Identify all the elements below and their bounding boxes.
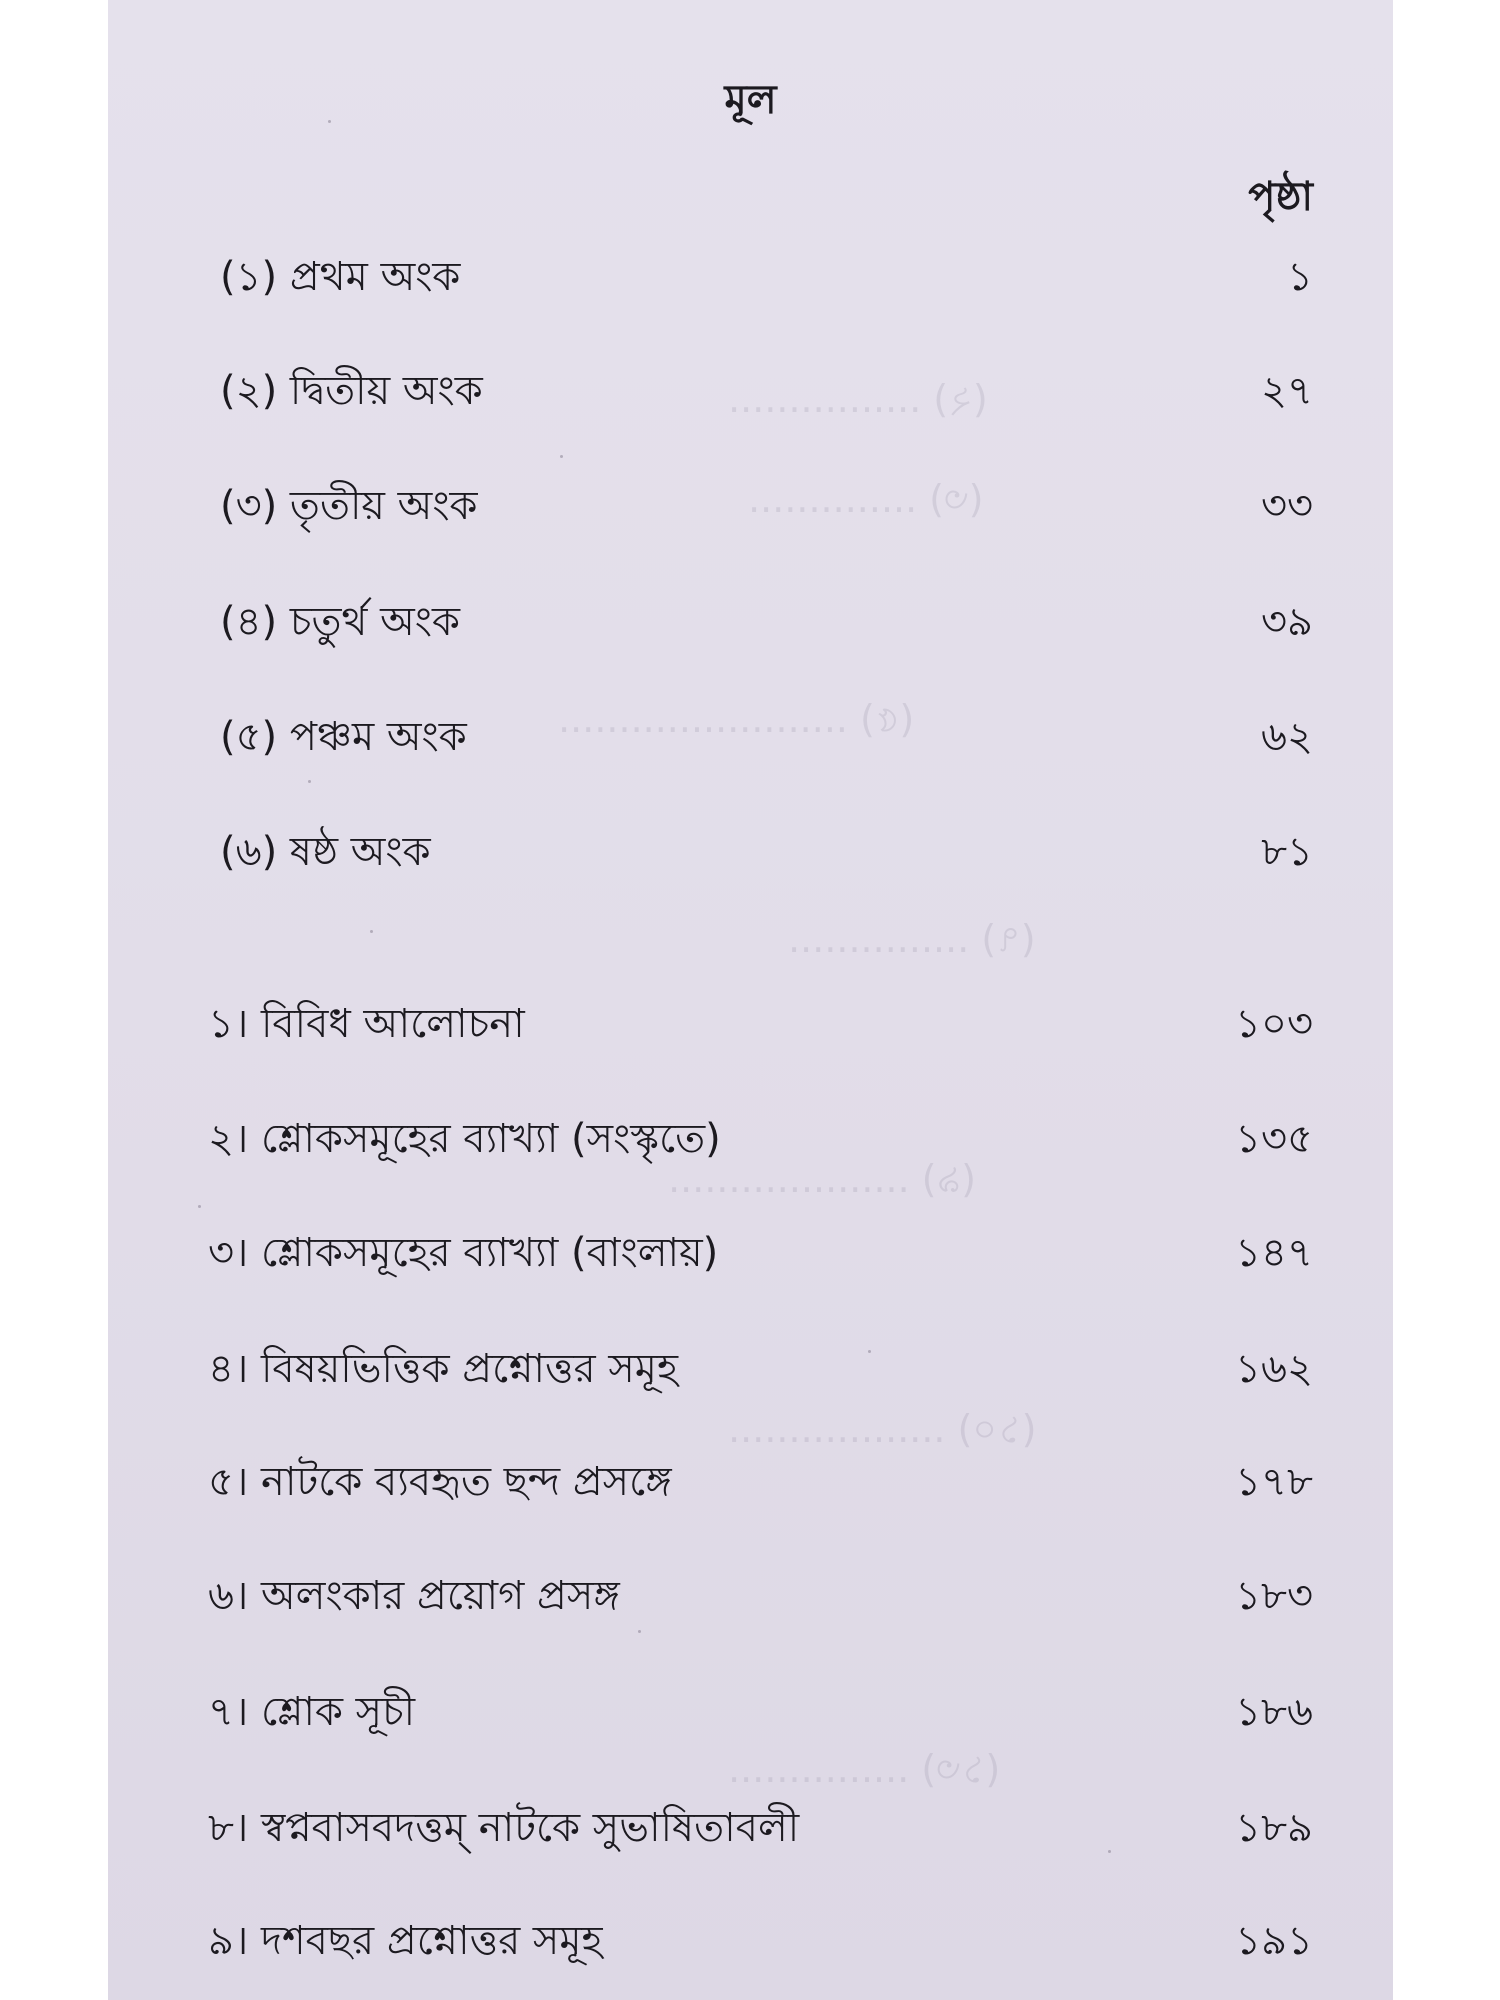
- show-through-text: (৯) ....................: [668, 1157, 976, 1201]
- toc-entry-label: ৮। স্বপ্নবাসবদত্তম্ নাটকে সুভাষিতাবলী: [208, 1804, 800, 1851]
- toc-entry-act-2: [220, 362, 1313, 422]
- toc-entry-section-2: [208, 1110, 1313, 1170]
- toc-entry-label: ৯। দশবছর প্রশ্নোত্তর সমূহ: [208, 1917, 603, 1964]
- page-title: মূল: [724, 77, 777, 123]
- toc-entry-page: ১৪৭: [1235, 1229, 1313, 1276]
- toc-entry-section-6: [208, 1567, 1313, 1627]
- toc-entry-label: (৩) তৃতীয় অংক: [220, 482, 478, 529]
- toc-entry-act-5: [220, 708, 1313, 768]
- toc-entry-page: ৬২: [1260, 713, 1313, 760]
- toc-entry-page: ১৩৫: [1235, 1115, 1313, 1162]
- paper-speck: [308, 780, 311, 783]
- toc-entry-section-1: [208, 995, 1313, 1055]
- toc-entry-page: ৩৩: [1260, 482, 1313, 529]
- toc-entry-label: ৭। শ্লোক সূচী: [208, 1688, 416, 1735]
- toc-entry-page: ১৯১: [1235, 1917, 1313, 1964]
- toc-entry-page: ২৭: [1260, 367, 1313, 414]
- toc-entry-section-7: [208, 1683, 1313, 1743]
- toc-entry-section-4: [208, 1340, 1313, 1400]
- toc-entry-label: ১। বিবিধ আলোচনা: [208, 1000, 525, 1047]
- toc-entry-page: ১৬২: [1235, 1345, 1313, 1392]
- paper-speck: [638, 1630, 641, 1633]
- toc-entry-section-8: [208, 1799, 1313, 1859]
- toc-entry-act-6: [220, 823, 1313, 883]
- toc-entry-page: ১: [1287, 253, 1313, 300]
- show-through-text: (১৩) ...............: [728, 1747, 1001, 1791]
- toc-entry-label: ৫। নাটকে ব্যবহৃত ছন্দ প্রসঙ্গে: [208, 1458, 672, 1505]
- toc-entry-act-1: [220, 248, 1313, 308]
- toc-entry-label: (৪) চতুর্থ অংক: [220, 598, 460, 645]
- show-through-text: (৭) ...............: [788, 917, 1036, 961]
- toc-entry-act-4: [220, 593, 1313, 653]
- toc-entry-label: ৩। শ্লোকসমূহের ব্যাখ্যা (বাংলায়): [208, 1229, 719, 1276]
- toc-entry-section-5: [208, 1453, 1313, 1513]
- toc-entry-page: ৩৯: [1261, 598, 1313, 645]
- toc-entry-page: ১৮৯: [1235, 1804, 1313, 1851]
- show-through-text: (৩) ..............: [748, 477, 984, 521]
- toc-entry-page: ১৮৬: [1235, 1688, 1313, 1735]
- toc-entry-section-9: [208, 1912, 1313, 1972]
- toc-entry-page: ১৭৮: [1235, 1458, 1313, 1505]
- paper-speck: [370, 930, 373, 933]
- show-through-text: (৫) ........................: [558, 697, 915, 741]
- paper-speck: [198, 1205, 201, 1208]
- toc-entry-label: (১) প্রথম অংক: [220, 253, 461, 300]
- toc-entry-label: ৪। বিষয়ভিত্তিক প্রশ্নোত্তর সমূহ: [208, 1345, 678, 1392]
- page-column-header: পৃষ্ঠা: [1248, 174, 1313, 220]
- toc-entry-label: (৫) পঞ্চম অংক: [220, 713, 467, 760]
- toc-entry-label: ২। শ্লোকসমূহের ব্যাখ্যা (সংস্কৃতে): [208, 1115, 721, 1162]
- toc-entry-label: ৬। অলংকার প্রয়োগ প্রসঙ্গ: [208, 1572, 620, 1619]
- toc-entry-page: ১০৩: [1235, 1000, 1313, 1047]
- toc-entry-label: (৬) ষষ্ঠ অংক: [220, 828, 431, 875]
- toc-entry-section-3: [208, 1224, 1313, 1284]
- show-through-text: (১০) ..................: [728, 1407, 1037, 1451]
- toc-entry-label: (২) দ্বিতীয় অংক: [220, 367, 483, 414]
- toc-entry-act-3: [220, 477, 1313, 537]
- toc-entry-page: ৮১: [1261, 828, 1313, 875]
- paper-speck: [560, 455, 563, 458]
- show-through-text: (২) ................: [728, 377, 988, 421]
- book-page: [108, 0, 1393, 2000]
- toc-entry-page: ১৮৩: [1235, 1572, 1313, 1619]
